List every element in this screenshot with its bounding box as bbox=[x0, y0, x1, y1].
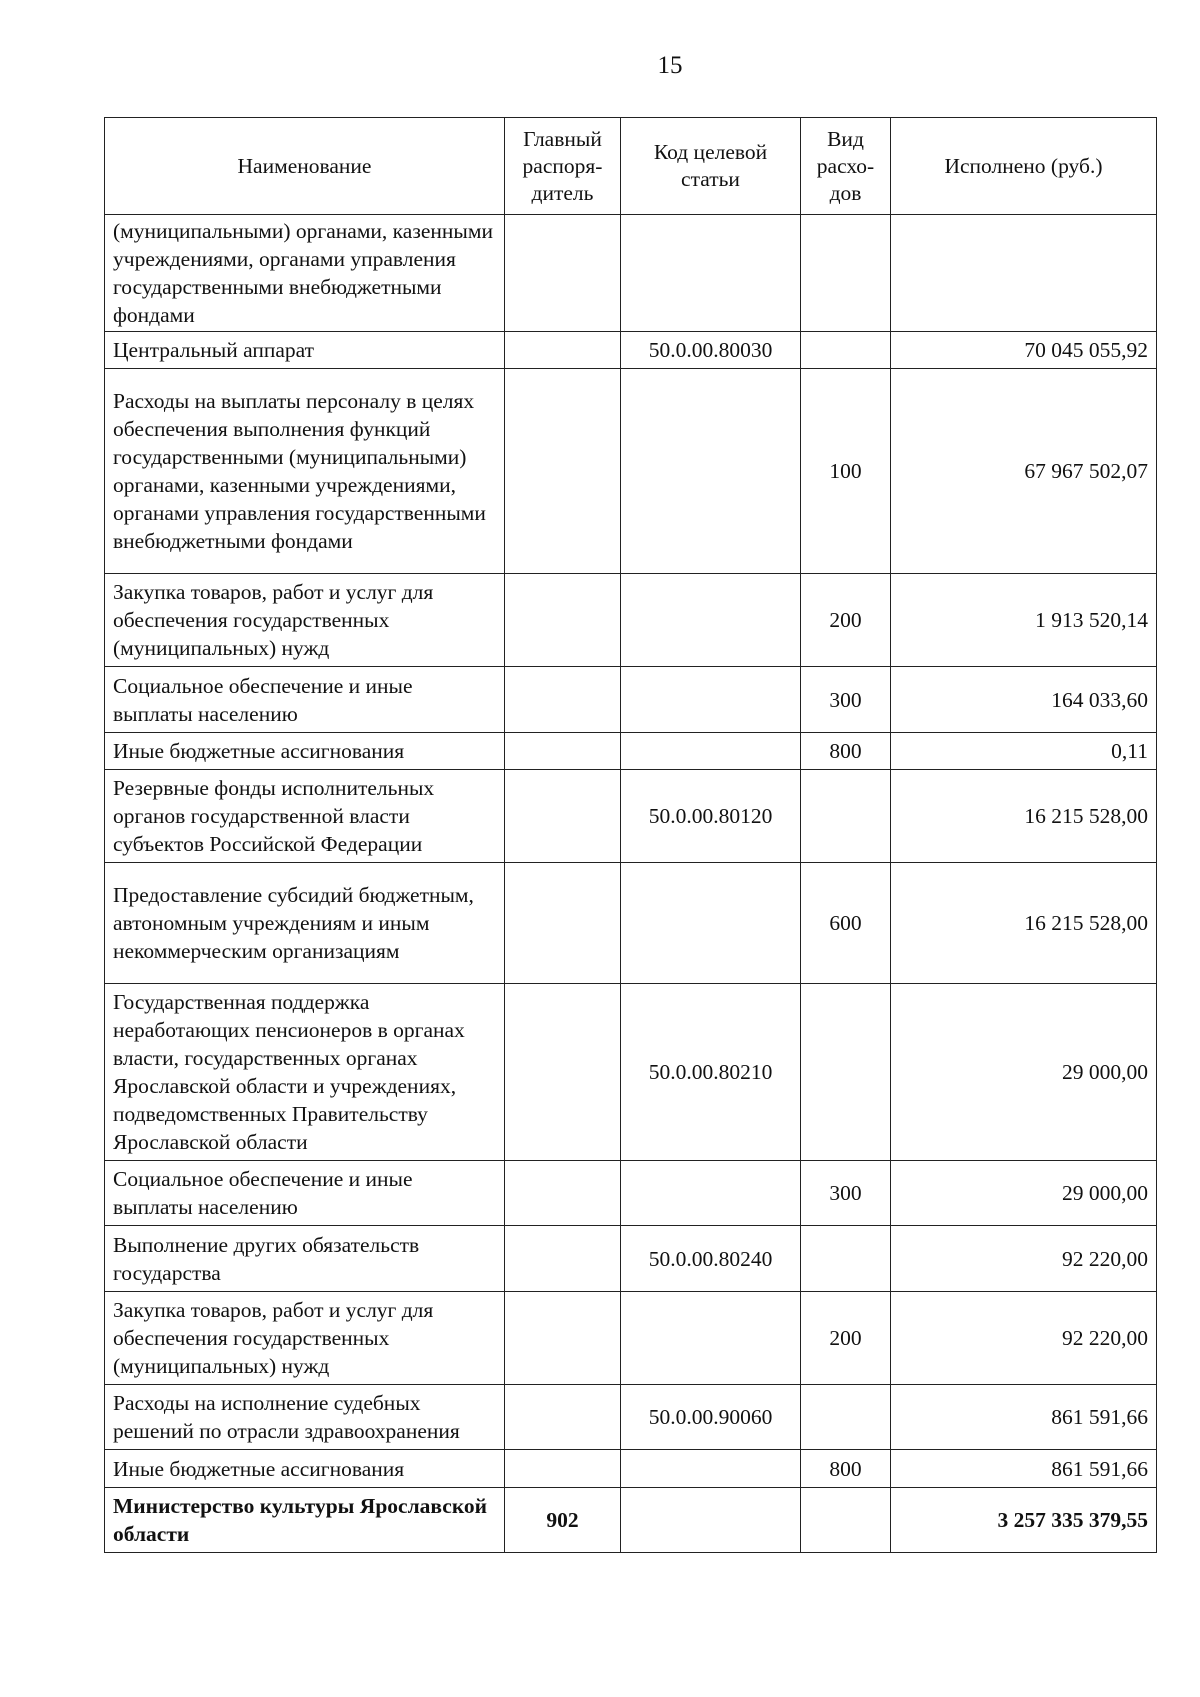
row-chief bbox=[505, 1450, 621, 1488]
table-row bbox=[105, 1385, 1157, 1450]
row-type bbox=[801, 332, 891, 369]
row-type bbox=[801, 215, 891, 332]
row-chief bbox=[505, 1226, 621, 1292]
row-code: 50.0.00.80240 bbox=[621, 1226, 801, 1292]
row-name: Иные бюджетные ассигнования bbox=[105, 1450, 505, 1488]
row-amount: 16 215 528,00 bbox=[891, 770, 1157, 863]
row-amount: 861 591,66 bbox=[891, 1385, 1157, 1450]
row-type: 200 bbox=[801, 1292, 891, 1385]
table-row bbox=[105, 984, 1157, 1161]
row-chief bbox=[505, 574, 621, 667]
row-code bbox=[621, 1161, 801, 1226]
row-chief bbox=[505, 332, 621, 369]
header-executed-amount: Исполнено (руб.) bbox=[891, 118, 1157, 215]
row-name: Закупка товаров, работ и услуг для обеспечения государственных (муниципальных) нужд bbox=[105, 1292, 505, 1385]
row-code bbox=[621, 574, 801, 667]
row-amount bbox=[891, 215, 1157, 332]
row-name: Государственная поддержка неработающих пенсионеров в органах власти, государственных органах Ярославской области и учреждениях, подведомственных Правительству Ярославской области bbox=[105, 984, 505, 1161]
row-code bbox=[621, 369, 801, 574]
row-chief bbox=[505, 770, 621, 863]
row-chief bbox=[505, 1292, 621, 1385]
row-name: Социальное обеспечение и иные выплаты населению bbox=[105, 1161, 505, 1226]
row-code: 50.0.00.80210 bbox=[621, 984, 801, 1161]
table-row bbox=[105, 574, 1157, 667]
header-name: Наименование bbox=[105, 118, 505, 215]
table-row bbox=[105, 1161, 1157, 1226]
row-type: 300 bbox=[801, 667, 891, 733]
table-row-total bbox=[105, 1488, 1157, 1553]
row-code bbox=[621, 1488, 801, 1553]
row-type bbox=[801, 1385, 891, 1450]
row-chief bbox=[505, 984, 621, 1161]
table-row bbox=[105, 667, 1157, 733]
row-code bbox=[621, 733, 801, 770]
row-chief bbox=[505, 1385, 621, 1450]
row-code bbox=[621, 215, 801, 332]
header-expense-type: Вид расхо- дов bbox=[801, 118, 891, 215]
row-name: Резервные фонды исполнительных органов государственной власти субъектов Российской Федерации bbox=[105, 770, 505, 863]
header-target-code: Код целевой статьи bbox=[621, 118, 801, 215]
row-chief: 902 bbox=[505, 1488, 621, 1553]
row-amount: 1 913 520,14 bbox=[891, 574, 1157, 667]
row-type bbox=[801, 1226, 891, 1292]
table-row bbox=[105, 733, 1157, 770]
row-code: 50.0.00.80030 bbox=[621, 332, 801, 369]
row-name: Расходы на исполнение судебных решений по отрасли здравоохранения bbox=[105, 1385, 505, 1450]
table-header-row bbox=[105, 118, 1157, 215]
row-amount: 29 000,00 bbox=[891, 984, 1157, 1161]
row-chief bbox=[505, 667, 621, 733]
table-row bbox=[105, 770, 1157, 863]
row-name: Расходы на выплаты персоналу в целях обеспечения выполнения функций государственными (муниципальными) органами, казенными учреждениями, органами управления государственными внебюджетными фондами bbox=[105, 369, 505, 574]
table-row bbox=[105, 1292, 1157, 1385]
budget-execution-table bbox=[104, 117, 1157, 1553]
row-chief bbox=[505, 733, 621, 770]
header-chief-administrator: Главный распоря- дитель bbox=[505, 118, 621, 215]
table-row bbox=[105, 863, 1157, 984]
row-type: 800 bbox=[801, 733, 891, 770]
row-code: 50.0.00.80120 bbox=[621, 770, 801, 863]
row-amount: 0,11 bbox=[891, 733, 1157, 770]
row-code bbox=[621, 1292, 801, 1385]
row-amount: 92 220,00 bbox=[891, 1226, 1157, 1292]
row-amount: 16 215 528,00 bbox=[891, 863, 1157, 984]
row-type: 100 bbox=[801, 369, 891, 574]
row-amount: 67 967 502,07 bbox=[891, 369, 1157, 574]
row-type bbox=[801, 984, 891, 1161]
table-row bbox=[105, 369, 1157, 574]
row-code: 50.0.00.90060 bbox=[621, 1385, 801, 1450]
row-amount: 164 033,60 bbox=[891, 667, 1157, 733]
row-chief bbox=[505, 369, 621, 574]
row-type: 800 bbox=[801, 1450, 891, 1488]
row-code bbox=[621, 863, 801, 984]
row-code bbox=[621, 1450, 801, 1488]
table-row bbox=[105, 1450, 1157, 1488]
table-row bbox=[105, 332, 1157, 369]
row-amount: 29 000,00 bbox=[891, 1161, 1157, 1226]
row-type bbox=[801, 770, 891, 863]
table-row bbox=[105, 1226, 1157, 1292]
row-name: Предоставление субсидий бюджетным, автономным учреждениям и иным некоммерческим организациям bbox=[105, 863, 505, 984]
row-chief bbox=[505, 1161, 621, 1226]
row-amount: 3 257 335 379,55 bbox=[891, 1488, 1157, 1553]
row-type: 300 bbox=[801, 1161, 891, 1226]
row-amount: 92 220,00 bbox=[891, 1292, 1157, 1385]
row-chief bbox=[505, 863, 621, 984]
row-code bbox=[621, 667, 801, 733]
row-chief bbox=[505, 215, 621, 332]
row-name: Выполнение других обязательств государства bbox=[105, 1226, 505, 1292]
row-name: Центральный аппарат bbox=[105, 332, 505, 369]
row-type: 200 bbox=[801, 574, 891, 667]
row-type bbox=[801, 1488, 891, 1553]
row-type: 600 bbox=[801, 863, 891, 984]
row-name: Иные бюджетные ассигнования bbox=[105, 733, 505, 770]
row-name: Социальное обеспечение и иные выплаты населению bbox=[105, 667, 505, 733]
row-name: (муниципальными) органами, казенными учреждениями, органами управления государственными внебюджетными фондами bbox=[105, 215, 505, 332]
page-number: 15 bbox=[657, 52, 683, 79]
row-amount: 861 591,66 bbox=[891, 1450, 1157, 1488]
row-amount: 70 045 055,92 bbox=[891, 332, 1157, 369]
row-name: Закупка товаров, работ и услуг для обеспечения государственных (муниципальных) нужд bbox=[105, 574, 505, 667]
row-name: Министерство культуры Ярославской области bbox=[105, 1488, 505, 1553]
table-row bbox=[105, 215, 1157, 332]
